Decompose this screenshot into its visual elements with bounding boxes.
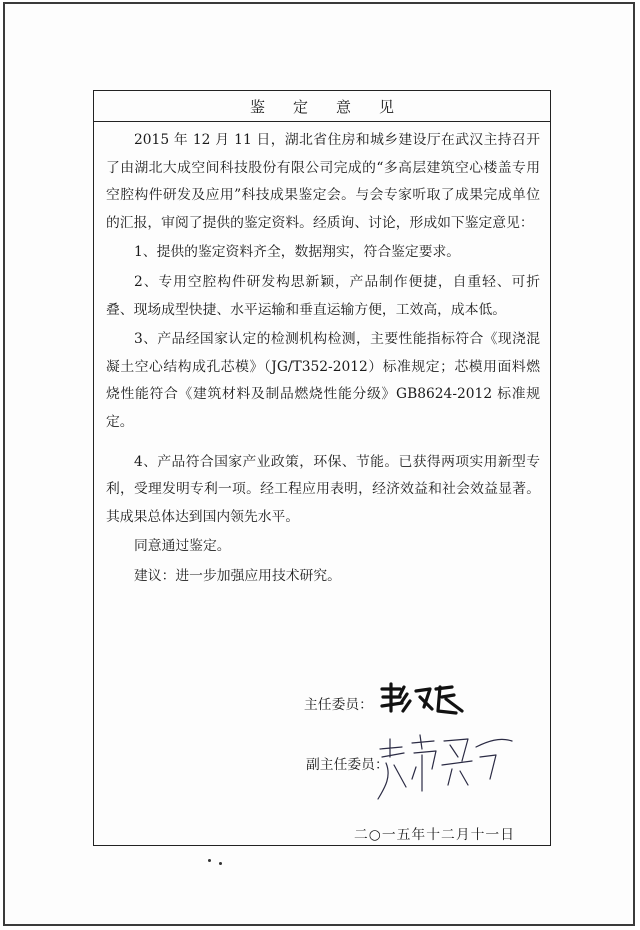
paragraph-suggestion: 建议：进一步加强应用技术研究。 <box>134 567 341 584</box>
appraisal-frame <box>93 90 551 846</box>
paragraph-approval: 同意通过鉴定。 <box>134 538 231 555</box>
paragraph-item-2: 2、专用空腔构件研发构思新颖，产品制作便捷，自重轻、可折叠、现场成型快捷、水平运输和垂直运输方便，工效高，成本低。 <box>106 273 540 318</box>
scan-speck <box>208 859 211 862</box>
opinion-body <box>106 127 540 591</box>
scan-speck <box>219 862 222 865</box>
document-page <box>3 2 635 926</box>
signature-date: 二○一五年十二月十一日 <box>354 827 516 843</box>
paragraph-item-3: 3、产品经国家认定的检测机构检测，主要性能指标符合《现浇混凝土空心结构成孔芯模》（JG/T352-2012）标准规定；芯模用面料燃烧性能符合《建筑材料及制品燃烧性能分级》GB8624-2012 标准规定。 <box>106 331 540 430</box>
title-row <box>94 91 550 122</box>
vice-chair-label: 副主任委员： <box>306 757 389 773</box>
paragraph-intro: 2015 年 12 月 11 日，湖北省住房和城乡建设厅在武汉主持召开了由湖北大成空间科技股份有限公司完成的“多高层建筑空心楼盖专用空腔构件研发及应用”科技成果鉴定会。与会专家听取了成果完成单位的汇报，审阅了提供的鉴定资料。经质询、讨论，形成如下鉴定意见： <box>106 132 540 231</box>
vice-chair-signature <box>372 727 522 807</box>
document-title: 鉴定意见 <box>249 97 422 116</box>
chair-signature <box>376 681 466 717</box>
paragraph-item-1: 1、提供的鉴定资料齐全，数据翔实，符合鉴定要求。 <box>134 244 461 261</box>
paragraph-item-4: 4、产品符合国家产业政策，环保、节能。已获得两项实用新型专利，受理发明专利一项。经工程应用表明，经济效益和社会效益显著。其成果总体达到国内领先水平。 <box>106 453 540 525</box>
chair-label: 主任委员： <box>304 697 373 713</box>
